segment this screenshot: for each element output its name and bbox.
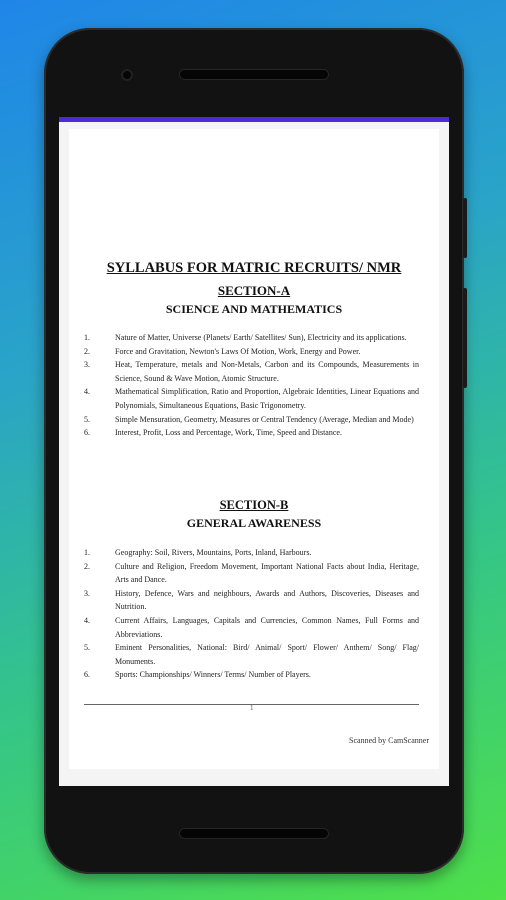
list-item — [84, 614, 419, 641]
section-a-list — [84, 331, 419, 440]
section-b-list — [84, 546, 419, 682]
item-number: 1. — [84, 333, 90, 342]
section-b-label: SECTION-B — [219, 498, 289, 512]
phone-frame — [44, 28, 464, 874]
volume-button — [463, 288, 467, 388]
section-a-label: SECTION-A — [217, 283, 291, 298]
item-text: Simple Mensuration, Geometry, Measures or Central Tendency (Average, Median and Mode) — [115, 414, 414, 424]
section-a-heading: SCIENCE AND MATHEMATICS — [165, 302, 343, 316]
item-text: Heat, Temperature, metals and Non-Metals, Carbon and its Compounds, Measurements in Science, Sound & Wave Motion, Atomic Structure. — [115, 360, 419, 383]
list-item — [84, 426, 419, 440]
item-number: 1. — [84, 548, 90, 557]
item-text: Nature of Matter, Universe (Planets/ Earth/ Satellites/ Sun), Electricity and its applications. — [115, 333, 407, 342]
item-number: 4. — [84, 387, 90, 397]
item-number: 2. — [84, 346, 90, 356]
item-text: Interest, Profit, Loss and Percentage, Work, Time, Speed and Distance. — [115, 428, 342, 438]
item-text: Culture and Religion, Freedom Movement, Important National Facts about India, Heritage, Arts and Dance. — [115, 561, 419, 585]
item-number: 6. — [84, 670, 90, 680]
item-number: 5. — [84, 414, 90, 424]
list-item — [84, 413, 419, 427]
list-item — [84, 345, 419, 359]
item-number: 4. — [84, 615, 90, 625]
list-item — [84, 331, 419, 345]
item-text: Eminent Personalities, National: Bird/ Animal/ Sport/ Flower/ Anthem/ Song/ Flag/ Monuments. — [115, 643, 419, 666]
list-item — [84, 358, 419, 385]
item-text: Geography: Soil, Rivers, Mountains, Ports, Inland, Harbours. — [115, 548, 312, 557]
item-number: 3. — [84, 588, 90, 598]
item-number: 2. — [84, 561, 90, 571]
item-text: Current Affairs, Languages, Capitals and Currencies, Common Names, Full Forms and Abbreviations. — [115, 615, 419, 639]
list-item — [84, 385, 419, 412]
item-text: Force and Gravitation, Newton's Laws Of Motion, Work, Energy and Power. — [115, 346, 361, 356]
earpiece-speaker — [179, 69, 329, 80]
item-number: 6. — [84, 428, 90, 438]
item-number: 3. — [84, 360, 90, 370]
list-item — [84, 641, 419, 668]
list-item — [84, 546, 419, 560]
bottom-speaker — [179, 828, 329, 839]
front-camera — [121, 69, 133, 81]
status-bar — [59, 117, 449, 122]
power-button — [463, 198, 467, 258]
page-number: 1 — [250, 704, 254, 712]
item-text: Mathematical Simplification, Ratio and Proportion, Algebraic Identities, Linear Equations and Polynomials, Simultaneous Equations, Basic Trigonometry. — [115, 387, 419, 410]
list-item — [84, 587, 419, 614]
list-item — [84, 668, 419, 682]
list-item — [84, 560, 419, 587]
screen — [59, 117, 449, 786]
document-page[interactable] — [69, 129, 439, 769]
item-text: History, Defence, Wars and neighbours, Awards and Authors, Discoveries, Diseases and Nutrition. — [115, 588, 419, 612]
page-title: SYLLABUS FOR MATRIC RECRUITS/ NMR — [106, 260, 402, 276]
section-b-heading: GENERAL AWARENESS — [186, 516, 322, 530]
scanner-watermark: Scanned by CamScanner — [349, 736, 429, 745]
item-text: Sports: Championships/ Winners/ Terms/ Number of Players. — [115, 670, 311, 680]
item-number: 5. — [84, 643, 90, 653]
